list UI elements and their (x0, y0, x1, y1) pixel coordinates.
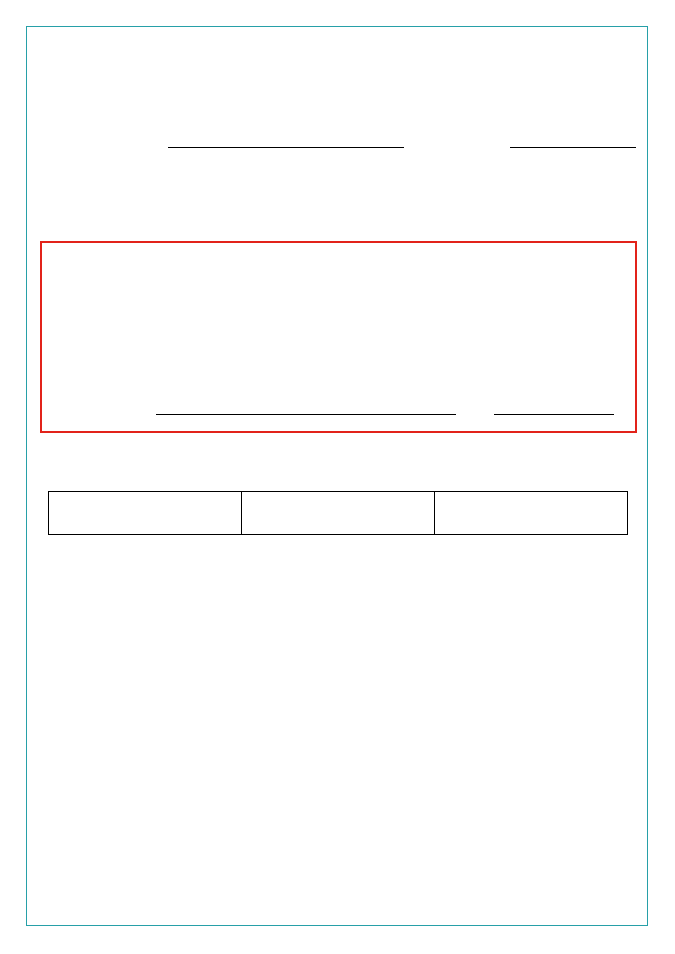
child-name-field[interactable] (168, 147, 404, 148)
dob-field[interactable] (510, 147, 636, 148)
child-info-row (46, 132, 636, 154)
permission-box (40, 241, 637, 433)
signature-field[interactable] (156, 414, 456, 415)
column-header-colour-type (241, 492, 434, 535)
paint-splat-decoration-top (342, 40, 642, 80)
toothbrush-log-table (48, 491, 628, 535)
signature-row (90, 403, 620, 417)
table-header-row (49, 492, 628, 535)
column-header-replace-on (434, 492, 627, 535)
page-border (26, 26, 648, 926)
column-header-item-issued (49, 492, 242, 535)
paint-splat-decoration-bottom (40, 880, 640, 920)
date-field[interactable] (494, 414, 614, 415)
